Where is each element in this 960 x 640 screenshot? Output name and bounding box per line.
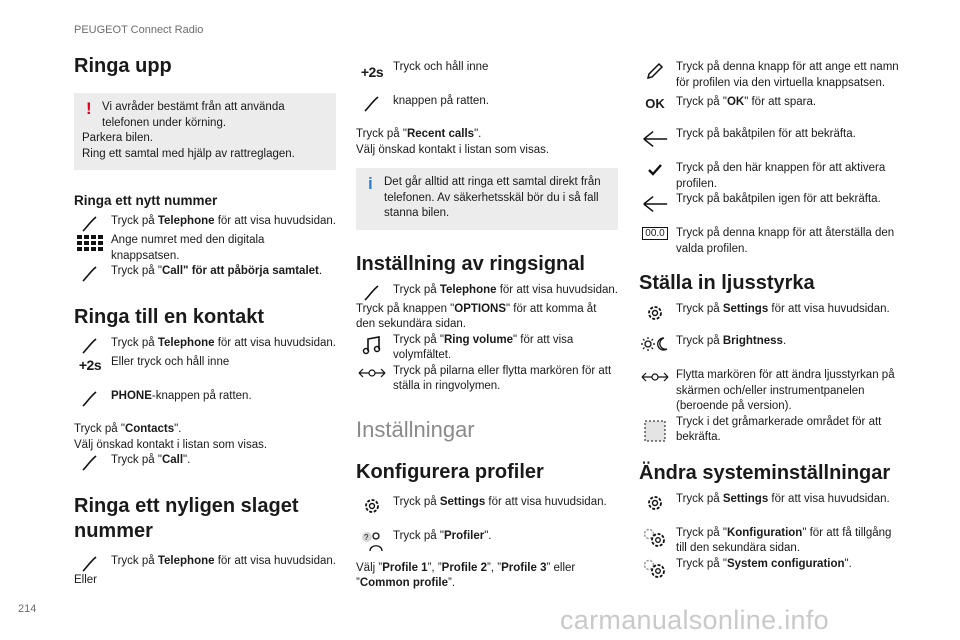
text: Eller tryck och håll inne [111,356,230,368]
gear-icon [641,493,669,513]
heading-systeminstallningar: Ändra systeminställningar [639,461,891,484]
step-activate [639,161,901,192]
text: " för att komma åt den sekundära sidan. [356,302,597,330]
warning-box [74,93,336,170]
step-slider [639,368,901,415]
text: Tryck på bakåtpilen för att bekräfta. [676,128,856,140]
text-bold: Ring volume [443,333,513,346]
text: " för att spara. [744,96,817,108]
text: ". [474,128,482,140]
heading-nyligen: Ringa ett nyligen slaget nummer [74,495,299,542]
text-bold: Konfiguration [726,526,803,539]
ok-icon: OK [645,96,665,111]
text-bold: OPTIONS [454,302,507,315]
text-bold: Profile 1 [382,561,428,574]
text: Tryck på [676,492,723,505]
text: Tryck på [676,335,723,347]
text: Tryck på " [393,333,444,346]
pencil-icon [641,61,669,81]
touch-icon [76,555,104,575]
text-bold: Telephone [157,215,215,227]
info-icon: i [368,174,373,193]
heading-nytt-nummer: Ringa ett nytt nummer [74,193,218,208]
step-confirm-area [639,415,901,447]
text-bold: Contacts [124,423,175,435]
text: för att visa huvudsidan. [496,283,618,296]
step-rename-profile [639,60,901,91]
text: ”. [448,577,456,589]
warning-line-1: Vi avråder bestämt från att använda telefonen under körning. [102,101,285,129]
paragraph-select-profile [356,561,618,592]
text: ”, ” [487,561,502,574]
text: Tryck och håll inne [393,61,489,73]
text: för att visa huvudsidan. [214,555,336,567]
text-bold: Telephone [157,555,215,567]
text: Tryck på " [111,454,162,466]
column-1 [74,54,336,589]
text: Flytta markören för att ändra ljusstyrkan på skärmen och/eller instrumentpanelen (beroende på version). [676,369,895,412]
reset-icon [639,227,671,247]
keypad-icon [76,234,104,254]
text: ". [174,423,182,435]
text: Tryck på " [676,526,727,539]
text-bold: Telephone [157,337,215,349]
text: Tryck på " [676,557,727,570]
paragraph-recent-calls [356,127,618,143]
text-bold: PHONE [111,390,152,402]
text: Tryck på denna knapp för att ange ett namn för profilen via den virtuella knappsatsen. [676,61,899,89]
text: Tryck på [111,215,158,227]
text: Tryck på pilarna eller flytta markören för att ställa in ringvolymen. [393,364,612,392]
text: -knappen på ratten. [151,390,252,402]
hold-2s-icon: +2s [78,357,102,373]
text-bold: Settings [722,492,769,505]
heading-ringa-upp: Ringa upp [74,55,172,77]
text: Tryck på " [74,423,125,435]
paragraph-contacts [74,422,336,438]
text-bold: OK [726,96,745,108]
heading-profiler: Konfigurera profiler [356,460,544,483]
text-bold: Common profile [359,577,449,589]
text-bold: Settings [722,303,769,315]
touch-icon [76,215,104,235]
column-2 [356,60,618,592]
step-system-configuration [639,557,901,583]
back-arrow-icon [641,128,669,148]
text-bold: Settings [439,495,486,508]
step-settings [356,495,618,523]
step-telephone [74,554,336,573]
profile-icon [358,530,386,550]
text: Tryck på " [676,96,727,108]
warning-line-2: Parkera bilen. [82,132,153,144]
text: ”, ” [427,561,442,574]
step-hold [74,355,336,385]
paragraph-eller: Eller [74,574,98,586]
step-brightness [639,334,901,362]
text: knappen på ratten. [393,95,489,107]
slider-arrows-icon [358,365,386,385]
step-back [639,127,901,157]
text-bold: Call" för att påbörja samtalet [161,265,319,277]
slider-arrows-icon [641,369,669,389]
text: ". [844,557,852,570]
step-profiler [356,529,618,555]
back-arrow-icon [641,193,669,213]
text-bold: Telephone [439,283,497,296]
text-bold: System configuration [726,557,845,570]
heading-installningar: Inställningar [356,416,475,442]
double-gear-icon [641,558,669,578]
running-header: PEUGEOT Connect Radio [74,24,204,36]
text: Tryck på [111,337,158,349]
touch-icon [358,284,386,304]
text: Tryck på [676,303,723,315]
text: ". [183,454,191,466]
text-bold: Recent calls [406,128,475,140]
gear-icon [358,496,386,516]
text: ” eller ” [356,561,576,589]
step-konfiguration [639,526,901,557]
paragraph-select-contact: Välj önskad kontakt i listan som visas. [356,143,550,156]
info-box [356,168,618,230]
info-text: Det går alltid att ringa ett samtal direkt från telefonen. Av säkerhetsskäl bör du i så fall stanna bilen. [384,176,601,219]
text: Tryck på den här knappen för att aktivera profilen. [676,162,886,190]
text: för att visa huvudsidan. [768,303,890,315]
text: Tryck på " [356,128,407,140]
text: för att visa huvudsidan. [214,337,336,349]
touch-icon [76,337,104,357]
grey-area-icon [641,417,669,437]
step-ok [639,95,901,121]
step-hold [356,60,618,90]
step-call [74,453,336,472]
heading-ljusstyrka: Ställa in ljusstyrka [639,272,815,294]
step-keypad [74,233,336,264]
step-settings [639,302,901,330]
text: för att visa huvudsidan. [485,495,607,508]
step-call [74,264,336,283]
warning-line-3: Ring ett samtal med hjälp av rattreglagen. [82,147,295,160]
step-phone-button [74,389,336,408]
step-settings [639,492,901,520]
step-ring-volume [356,333,618,364]
watermark: carmanualsonline.info [560,605,829,635]
step-wheel-button [356,94,618,113]
heading-kontakt: Ringa till en kontakt [74,306,265,328]
text: Tryck på [393,495,440,508]
step-back-again [639,192,901,222]
text: . [782,335,787,347]
step-telephone [356,283,618,302]
text-bold: Profiler [443,529,485,542]
text-bold: Brightness [722,335,783,347]
paragraph-options [356,302,618,333]
text-bold: Profile 2 [441,561,488,574]
touch-icon [76,265,104,285]
page-number: 214 [18,603,37,615]
column-3 [639,60,901,583]
text: Välj ” [356,561,383,574]
touch-icon [358,95,386,115]
svg-text:?: ? [364,532,369,542]
text: " för att visa volymfältet. [393,333,574,361]
text: Tryck på [393,283,440,296]
text: Tryck på bakåtpilen igen för att bekräfta. [676,193,881,205]
text: Tryck i det gråmarkerade området för att bekräfta. [676,415,882,443]
step-telephone [74,336,336,355]
text: ". [484,529,492,542]
text: . [318,265,323,277]
text: Tryck på denna knapp för att återställa den valda profilen. [676,227,895,255]
step-reset [639,226,901,257]
reset-label: 00.0 [642,227,667,240]
step-slider [356,364,618,395]
text-bold: Call [161,454,184,466]
music-note-icon [358,334,386,354]
gear-icon [641,303,669,323]
text: för att visa huvudsidan. [768,492,890,505]
text: Tryck på knappen " [356,302,455,315]
text: Tryck på " [111,265,162,277]
text: Tryck på [111,555,158,567]
checkmark-icon [641,162,669,182]
text: för att visa huvudsidan. [214,215,336,227]
text: Ange numret med den digitala knappsatsen. [111,234,265,262]
hold-2s-icon: +2s [360,64,384,80]
double-gear-icon [641,527,669,547]
heading-ringsignal: Inställning av ringsignal [356,252,585,275]
text: " för att få tillgång till den sekundära sidan. [676,526,892,554]
touch-icon [76,454,104,474]
paragraph-select-contact: Välj önskad kontakt i listan som visas. [74,438,268,451]
step-telephone [74,214,336,233]
text: Tryck på " [393,529,444,542]
sun-moon-icon [641,335,669,355]
touch-icon [76,390,104,410]
warning-icon: ! [86,99,92,118]
text-bold: Profile 3 [501,561,547,574]
